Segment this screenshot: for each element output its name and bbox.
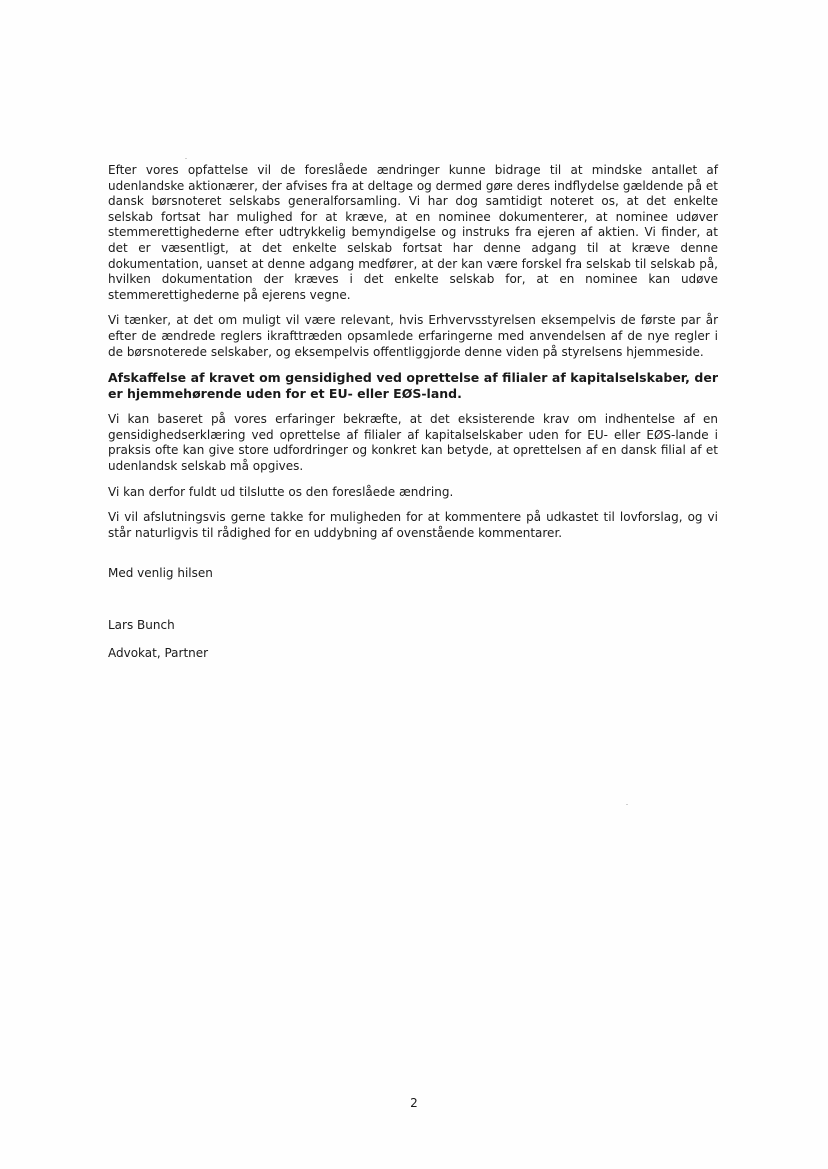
paragraph-erhvervsstyrelsen: Vi tænker, at det om muligt vil være relevant, hvis Erhvervsstyrelsen eksempelvis de første par år efter de ændrede reglers ikrafttræden opsamlede erfaringerne med anvendelsen af de nye regler i de børsnoterede selskaber, og eksempelvis offentliggjorde denne viden på styrelsens hjemmeside.: [108, 313, 718, 359]
paragraph-afslutning: Vi vil afslutningsvis gerne takke for muligheden for at kommentere på udkastet til lovforslag, og vi står naturligvis til rådighed for en uddybning af ovenstående kommentarer.: [108, 510, 718, 540]
scan-speck: [185, 158, 187, 159]
letter-body: [108, 163, 718, 551]
signatory-title: Advokat, Partner: [108, 646, 209, 660]
scan-speck: [626, 804, 628, 805]
page-number: 2: [410, 1096, 418, 1110]
paragraph-gensidighed: Vi kan baseret på vores erfaringer bekræfte, at det eksisterende krav om indhentelse af en gensidighedserklæring ved oprettelse af filialer af kapitalselskaber uden for EU- eller EØS-lande i praksis ofte kan give store udfordringer og konkret kan betyde, at oprettelsen af en dansk filial af et udenlandsk selskab må opgives.: [108, 412, 718, 473]
paragraph-tilslutning: Vi kan derfor fuldt ud tilslutte os den foreslåede ændring.: [108, 484, 454, 499]
section-heading: Afskaffelse af kravet om gensidighed ved oprettelse af filialer af kapitalselskaber, der er hjemmehørende uden for et EU- eller EØS-land.: [108, 370, 718, 402]
signatory-name: Lars Bunch: [108, 618, 175, 632]
paragraph-nominee: Efter vores opfattelse vil de foreslåede ændringer kunne bidrage til at mindske antallet af udenlandske aktionærer, der afvises fra at deltage og dermed gøre deres indflydelse gældende på et dansk børsnoteret selskabs generalforsamling. Vi har dog samtidigt noteret os, at det enkelte selskab fortsat har mulighed for at kræve, at en nominee dokumenterer, at nominee udøver stemmerettighederne efter udtrykkelig bemyndigelse og instruks fra ejeren af aktien. Vi finder, at det er væsentligt, at det enkelte selskab fortsat har denne adgang til at kræve denne dokumentation, uanset at denne adgang medfører, at der kan være forskel fra selskab til selskab på, hvilken dokumentation der kræves i det enkelte selskab for, at en nominee kan udøve stemmerettighederne på ejerens vegne.: [108, 163, 718, 302]
closing-greeting: Med venlig hilsen: [108, 566, 213, 580]
